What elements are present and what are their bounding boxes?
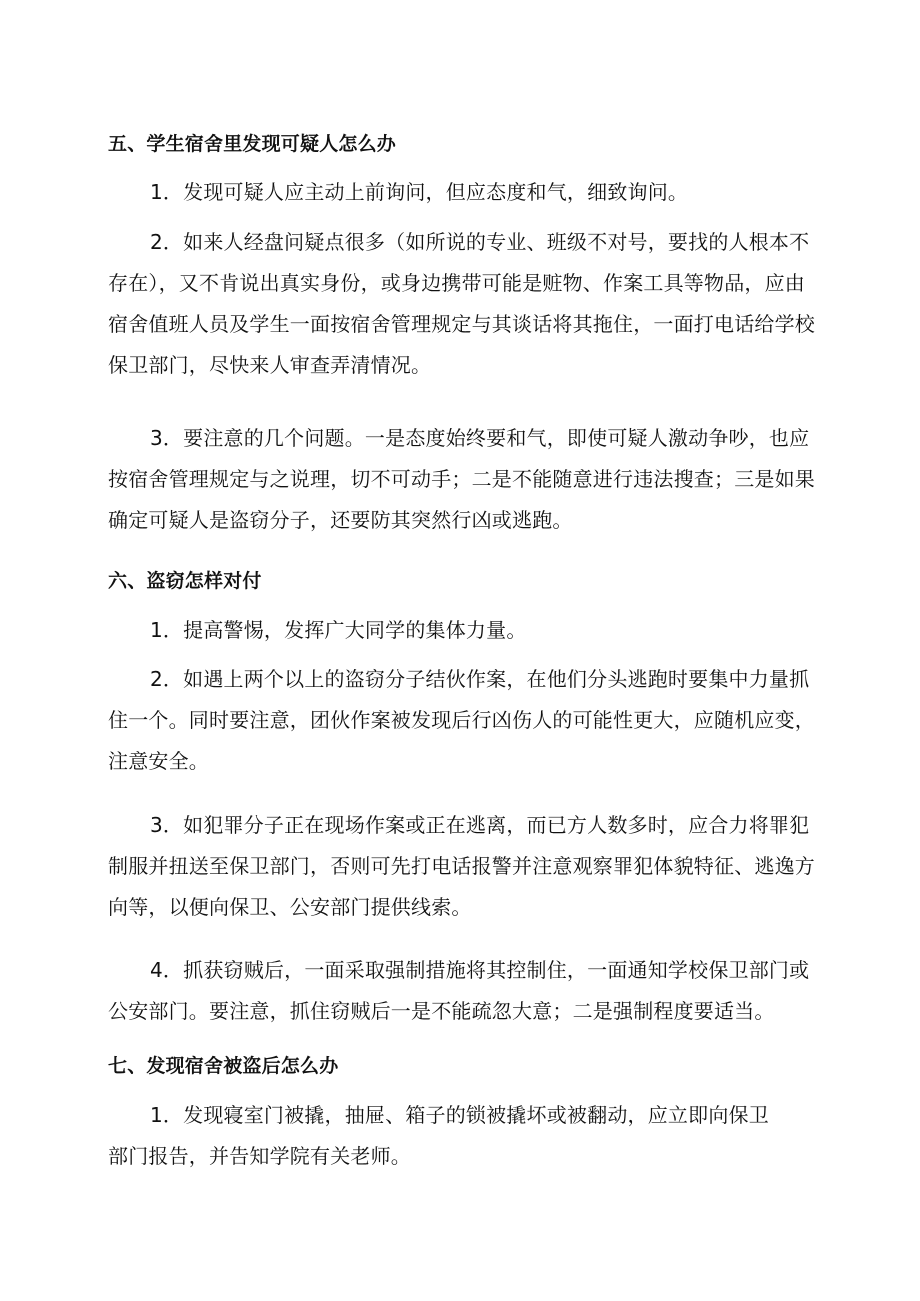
- section-heading-7: 七、发现宿舍被盗后怎么办: [108, 1055, 339, 1077]
- paragraph-line: 保卫部门，尽快来人审查弄清情况。: [108, 353, 432, 377]
- paragraph-line: 4．抓获窃贼后，一面采取强制措施将其控制住，一面通知学校保卫部门或: [150, 958, 810, 982]
- paragraph-line: 住一个。同时要注意，团伙作案被发现后行凶伤人的可能性更大，应随机应变，: [108, 708, 815, 732]
- paragraph-5-2: [108, 222, 820, 386]
- paragraph-5-1: [108, 172, 820, 213]
- paragraph-6-4: [108, 950, 820, 1032]
- paragraph-line: 向等，以便向保卫、公安部门提供线索。: [108, 895, 472, 919]
- section-heading-6: 六、盗窃怎样对付: [108, 570, 262, 592]
- paragraph-line: 确定可疑人是盗窃分子，还要防其突然行凶或逃跑。: [108, 508, 573, 532]
- paragraph-line: 2．如遇上两个以上的盗窃分子结伙作案，在他们分头逃跑时要集中力量抓: [150, 667, 810, 691]
- paragraph-line: 1．发现寝室门被撬，抽屉、箱子的锁被撬坏或被翻动，应立即向保卫: [150, 1103, 769, 1127]
- paragraph-line: 注意安全。: [108, 749, 209, 773]
- paragraph-6-1: [108, 610, 820, 651]
- paragraph-line: 存在），又不肯说出真实身份，或身边携带可能是赃物、作案工具等物品，应由: [108, 271, 805, 295]
- paragraph-line: 2．如来人经盘问疑点很多（如所说的专业、班级不对号，要找的人根本不: [150, 230, 810, 254]
- paragraph-line: 制服并扭送至保卫部门，否则可先打电话报警并注意观察罪犯体貌特征、逃逸方: [108, 854, 815, 878]
- paragraph-line: 部门报告，并告知学院有关老师。: [108, 1144, 411, 1168]
- paragraph-6-3: [108, 805, 820, 928]
- paragraph-line: 3．如犯罪分子正在现场作案或正在逃离，而已方人数多时，应合力将罪犯: [150, 813, 810, 837]
- paragraph-line: 公安部门。要注意，抓住窃贼后一是不能疏忽大意；二是强制程度要适当。: [108, 999, 775, 1023]
- section-heading-5: 五、学生宿舍里发现可疑人怎么办: [108, 133, 397, 155]
- paragraph-7-1: [108, 1095, 820, 1177]
- paragraph-line: 1．发现可疑人应主动上前询问，但应态度和气，细致询问。: [150, 180, 689, 204]
- paragraph-line: 1．提高警惕，发挥广大同学的集体力量。: [150, 618, 527, 642]
- paragraph-6-2: [108, 659, 820, 782]
- paragraph-line: 宿舍值班人员及学生一面按宿舍管理规定与其谈话将其拖住，一面打电话给学校: [108, 312, 815, 336]
- paragraph-5-3: [108, 418, 820, 541]
- paragraph-line: 3．要注意的几个问题。一是态度始终要和气，即使可疑人激动争吵，也应: [150, 426, 810, 450]
- paragraph-line: 按宿舍管理规定与之说理，切不可动手；二是不能随意进行违法搜查；三是如果: [108, 467, 815, 491]
